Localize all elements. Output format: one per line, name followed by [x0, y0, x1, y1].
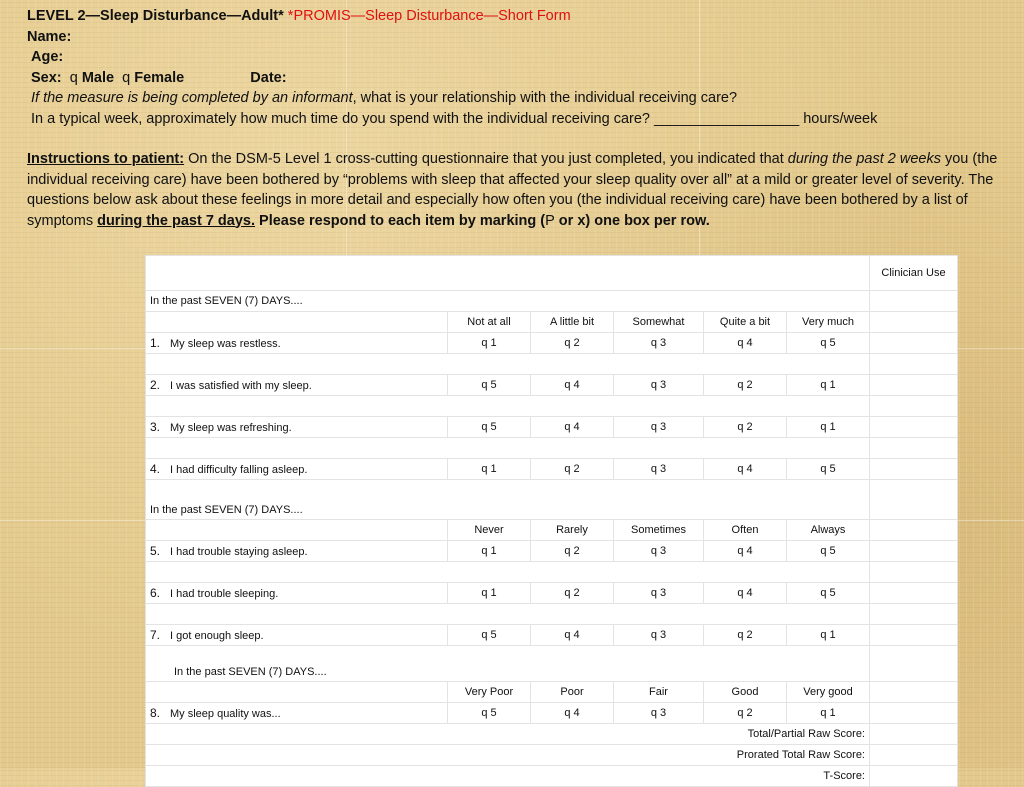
item-number: 2.	[150, 378, 161, 392]
spacer-row	[146, 604, 958, 625]
section-label: In the past SEVEN (7) DAYS....	[146, 646, 870, 682]
form-header	[27, 6, 1012, 231]
item-number: 5.	[150, 544, 161, 558]
response-option[interactable]: q 1	[787, 417, 870, 438]
scale-header: Always	[787, 520, 870, 541]
item-number: 6.	[150, 586, 161, 600]
item-text: My sleep was refreshing.	[170, 422, 292, 434]
response-option[interactable]: q 2	[704, 703, 787, 724]
age-label: Age:	[31, 49, 64, 65]
name-label: Name:	[27, 28, 72, 45]
item-text: My sleep was restless.	[170, 338, 281, 350]
scale-header: A little bit	[531, 312, 614, 333]
score-row	[146, 724, 958, 745]
item-number: 1.	[150, 336, 161, 350]
response-option[interactable]: q 1	[787, 625, 870, 646]
scale-header: Very good	[787, 682, 870, 703]
response-option[interactable]: q 3	[614, 703, 704, 724]
respond-b: or x) one box per row.	[554, 212, 710, 229]
response-option[interactable]: q 4	[531, 625, 614, 646]
response-option[interactable]: q 5	[448, 417, 531, 438]
item-text: My sleep quality was...	[170, 708, 281, 720]
response-option[interactable]: q 2	[531, 459, 614, 480]
response-option[interactable]: q 2	[704, 625, 787, 646]
female-checkbox-icon[interactable]: q	[122, 69, 131, 86]
table-row	[146, 541, 958, 562]
questionnaire-table	[145, 255, 958, 787]
section-label: In the past SEVEN (7) DAYS....	[146, 291, 870, 312]
age-line	[27, 47, 1012, 68]
male-label: Male	[81, 69, 115, 86]
item-text: I had trouble sleeping.	[170, 588, 279, 600]
level-title: LEVEL 2—Sleep Disturbance—Adult*	[27, 8, 284, 24]
scale-header: Somewhat	[614, 312, 704, 333]
scale-header: Very Poor	[448, 682, 531, 703]
scale-header: Good	[704, 682, 787, 703]
response-option[interactable]: q 3	[614, 417, 704, 438]
table-row	[146, 459, 958, 480]
title-line	[27, 6, 1012, 27]
t-score-label: T-Score:	[146, 766, 870, 787]
response-option[interactable]: q 2	[531, 333, 614, 354]
informant-italic: If the measure is being completed by an informant	[31, 90, 353, 106]
typical-week-line	[27, 109, 1012, 130]
total-raw-score-cell[interactable]	[870, 724, 958, 745]
section-label-row	[146, 291, 958, 312]
scale-header: Never	[448, 520, 531, 541]
male-checkbox-icon[interactable]: q	[69, 69, 78, 86]
response-option[interactable]: q 5	[448, 375, 531, 396]
response-option[interactable]: q 3	[614, 583, 704, 604]
response-option[interactable]: q 3	[614, 375, 704, 396]
table-row	[146, 625, 958, 646]
clinician-use-header: Clinician Use	[870, 256, 958, 291]
item-number: 7.	[150, 628, 161, 642]
scale-header: Fair	[614, 682, 704, 703]
table-row	[146, 375, 958, 396]
section-label: In the past SEVEN (7) DAYS....	[146, 480, 870, 520]
scale-header: Often	[704, 520, 787, 541]
scale-header: Not at all	[448, 312, 531, 333]
item-text: I was satisfied with my sleep.	[170, 380, 312, 392]
spacer-row	[146, 396, 958, 417]
informant-question: , what is your relationship with the individual receiving care?	[352, 90, 738, 106]
female-label: Female	[134, 69, 185, 86]
sex-line	[27, 68, 1012, 89]
response-option[interactable]: q 5	[448, 703, 531, 724]
asterisk: *	[287, 8, 294, 24]
date-label: Date:	[250, 69, 287, 86]
scale-header: Very much	[787, 312, 870, 333]
promis-title: PROMIS—Sleep Disturbance—Short Form	[293, 8, 571, 24]
score-row	[146, 766, 958, 787]
response-option[interactable]: q 2	[704, 375, 787, 396]
spacer-row	[146, 438, 958, 459]
item-number: 3.	[150, 420, 161, 434]
instructions-text-1: On the DSM-5 Level 1 cross-cutting questionnaire that you just completed, you indicated that	[184, 151, 788, 167]
scale-header: Sometimes	[614, 520, 704, 541]
response-option[interactable]: q 5	[787, 459, 870, 480]
item-text: I had difficulty falling asleep.	[170, 464, 308, 476]
response-option[interactable]: q 4	[531, 417, 614, 438]
table-row	[146, 417, 958, 438]
table-row	[146, 333, 958, 354]
score-row	[146, 745, 958, 766]
clinician-cell[interactable]	[870, 703, 958, 724]
mark-symbol: P	[545, 212, 555, 229]
prorated-score-cell[interactable]	[870, 745, 958, 766]
response-option[interactable]: q 4	[704, 583, 787, 604]
response-option[interactable]: q 4	[531, 703, 614, 724]
response-option[interactable]: q 5	[787, 541, 870, 562]
response-option[interactable]: q 3	[614, 333, 704, 354]
response-option[interactable]: q 3	[614, 625, 704, 646]
response-option[interactable]: q 4	[704, 459, 787, 480]
informant-line	[27, 88, 1012, 109]
response-option[interactable]: q 5	[787, 333, 870, 354]
name-line	[27, 27, 1012, 48]
respond-a: Please respond to each item by marking (	[255, 212, 546, 229]
scale-header: Poor	[531, 682, 614, 703]
clinician-cell[interactable]	[870, 375, 958, 396]
instructions-paragraph	[27, 149, 1012, 231]
clinician-cell[interactable]	[870, 541, 958, 562]
response-option[interactable]: q 1	[448, 583, 531, 604]
instructions-label: Instructions to patient:	[27, 151, 185, 167]
item-text: I got enough sleep.	[170, 630, 264, 642]
item-number: 4.	[150, 462, 161, 476]
item-number: 8.	[150, 706, 161, 720]
scale-header-row	[146, 682, 958, 703]
response-option[interactable]: q 4	[704, 541, 787, 562]
clinician-cell[interactable]	[870, 417, 958, 438]
response-option[interactable]: q 1	[448, 541, 531, 562]
t-score-cell[interactable]	[870, 766, 958, 787]
scale-header-row	[146, 312, 958, 333]
response-option[interactable]: q 5	[448, 625, 531, 646]
response-option[interactable]: q 2	[531, 583, 614, 604]
response-option[interactable]: q 1	[448, 459, 531, 480]
table-row	[146, 703, 958, 724]
sex-label: Sex:	[31, 69, 62, 86]
instructions-text-2: you (the individual receiving care) have been bothered by “problems with sleep that affected your sleep quality over all” at a mild or greater level of severity. The questions below ask about these feelings in more detail and especially how often you (the individual receiving care) have been bothered by a list of symptoms	[27, 151, 998, 229]
response-option[interactable]: q 2	[531, 541, 614, 562]
total-raw-score-label: Total/Partial Raw Score:	[146, 724, 870, 745]
response-option[interactable]: q 1	[787, 375, 870, 396]
item-text: I had trouble staying asleep.	[170, 546, 308, 558]
scale-header: Quite a bit	[704, 312, 787, 333]
section-label-row	[146, 646, 958, 682]
past-7-days: during the past 7 days.	[97, 212, 256, 229]
clinician-cell[interactable]	[870, 333, 958, 354]
response-option[interactable]: q 1	[448, 333, 531, 354]
table-header-row	[146, 256, 958, 291]
response-option[interactable]: q 4	[531, 375, 614, 396]
prorated-score-label: Prorated Total Raw Score:	[146, 745, 870, 766]
clinician-cell[interactable]	[870, 459, 958, 480]
response-option[interactable]: q 2	[704, 417, 787, 438]
response-option[interactable]: q 4	[704, 333, 787, 354]
response-option[interactable]: q 5	[787, 583, 870, 604]
clinician-cell[interactable]	[870, 625, 958, 646]
scale-header: Rarely	[531, 520, 614, 541]
typical-week-question: In a typical week, approximately how much time do you spend with the individual receiving care? __________________ hours/week	[31, 110, 878, 127]
table-row	[146, 583, 958, 604]
spacer-row	[146, 562, 958, 583]
scale-header-row	[146, 520, 958, 541]
section-label-row	[146, 480, 958, 520]
response-option[interactable]: q 3	[614, 459, 704, 480]
response-option[interactable]: q 3	[614, 541, 704, 562]
during-past-weeks: during the past 2 weeks	[787, 151, 941, 167]
clinician-cell[interactable]	[870, 583, 958, 604]
response-option[interactable]: q 1	[787, 703, 870, 724]
spacer-row	[146, 354, 958, 375]
